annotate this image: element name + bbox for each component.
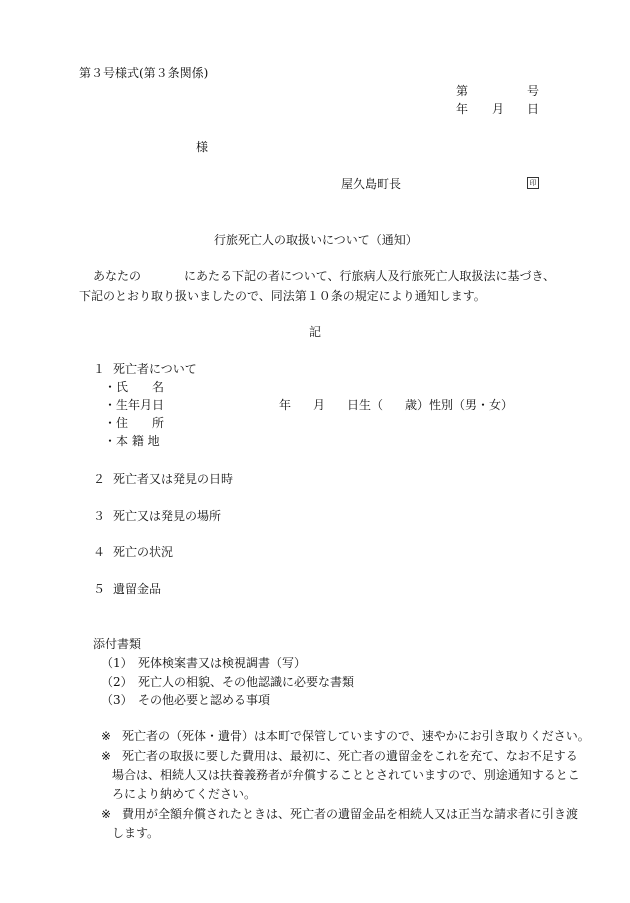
document-title: 行旅死亡人の取扱いについて（通知） <box>214 233 418 247</box>
item-number: ４ <box>93 545 106 559</box>
item-number: ３ <box>93 509 106 523</box>
sub-name: ・氏 名 <box>104 380 165 394</box>
note-text: 費用が全額弁償されたときは、死亡者の遺留金品を相続人又は正当な請求者に引き渡 <box>122 807 579 821</box>
note-text: 死亡者の取扱に要した費用は、最初に、死亡者の遺留金をこれを充て、なお不足する <box>122 749 578 763</box>
intro-line1-b: にあたる下記の者について、行旅病人及行旅死亡人取扱法に基づき、 <box>184 269 556 283</box>
attachment-number: （2） <box>101 675 133 689</box>
note-mark: ※ <box>101 729 112 743</box>
intro-line1-a: あなたの <box>93 269 142 283</box>
date-day: 日 <box>527 102 540 116</box>
item-number: ２ <box>93 472 106 486</box>
note-text: ろにより納めてください。 <box>112 787 257 801</box>
doc-number-suffix: 号 <box>527 84 540 98</box>
form-number: 第３号様式(第３条関係) <box>79 66 209 80</box>
item-label: 死亡者について <box>113 362 197 376</box>
doc-number-prefix: 第 <box>456 84 469 98</box>
attachment-number: （1） <box>101 656 133 670</box>
note-text: 場合は、相続人又は扶養義務者が弁償することとされていますので、別途通知するとこ <box>112 768 580 782</box>
note-text: 死亡者の（死体・遺骨）は本町で保管していますので、速やかにお引き取りください。 <box>122 729 590 743</box>
sub-birth-year: 年 <box>279 398 292 412</box>
sub-birth-age-sex: 歳）性別（男・女） <box>405 398 514 412</box>
intro-line2: 下記のとおり取り扱いましたので、同法第１０条の規定により通知します。 <box>79 289 486 303</box>
attachment-text: その他必要と認める事項 <box>138 693 271 707</box>
sub-address: ・住 所 <box>104 416 165 430</box>
issuer: 屋久島町長 <box>341 177 402 191</box>
item-label: 死亡又は発見の場所 <box>113 509 222 523</box>
item-label: 死亡の状況 <box>113 545 174 559</box>
sub-birth-day: 日生（ <box>347 398 384 412</box>
addressee-suffix: 様 <box>196 140 209 154</box>
note-mark: ※ <box>101 749 112 763</box>
sub-birth: ・生年月日 <box>104 398 165 412</box>
seal-mark: 印 <box>527 177 539 189</box>
item-label: 遺留金品 <box>113 582 162 596</box>
date-month: 月 <box>492 102 505 116</box>
sub-birth-month: 月 <box>313 398 326 412</box>
item-number: ５ <box>93 582 106 596</box>
date-year: 年 <box>456 102 469 116</box>
note-mark: ※ <box>101 807 112 821</box>
attachment-text: 死体検案書又は検視調書（写） <box>138 656 307 670</box>
attachments-heading: 添付書類 <box>93 637 142 651</box>
attachment-number: （3） <box>101 693 133 707</box>
attachment-text: 死亡人の相貌、その他認識に必要な書類 <box>138 675 355 689</box>
note-text: します。 <box>112 826 160 840</box>
item-number: １ <box>93 362 106 376</box>
item-label: 死亡者又は発見の日時 <box>113 472 234 486</box>
ki-heading: 記 <box>309 325 322 339</box>
sub-domicile: ・本 籍 地 <box>104 434 160 448</box>
